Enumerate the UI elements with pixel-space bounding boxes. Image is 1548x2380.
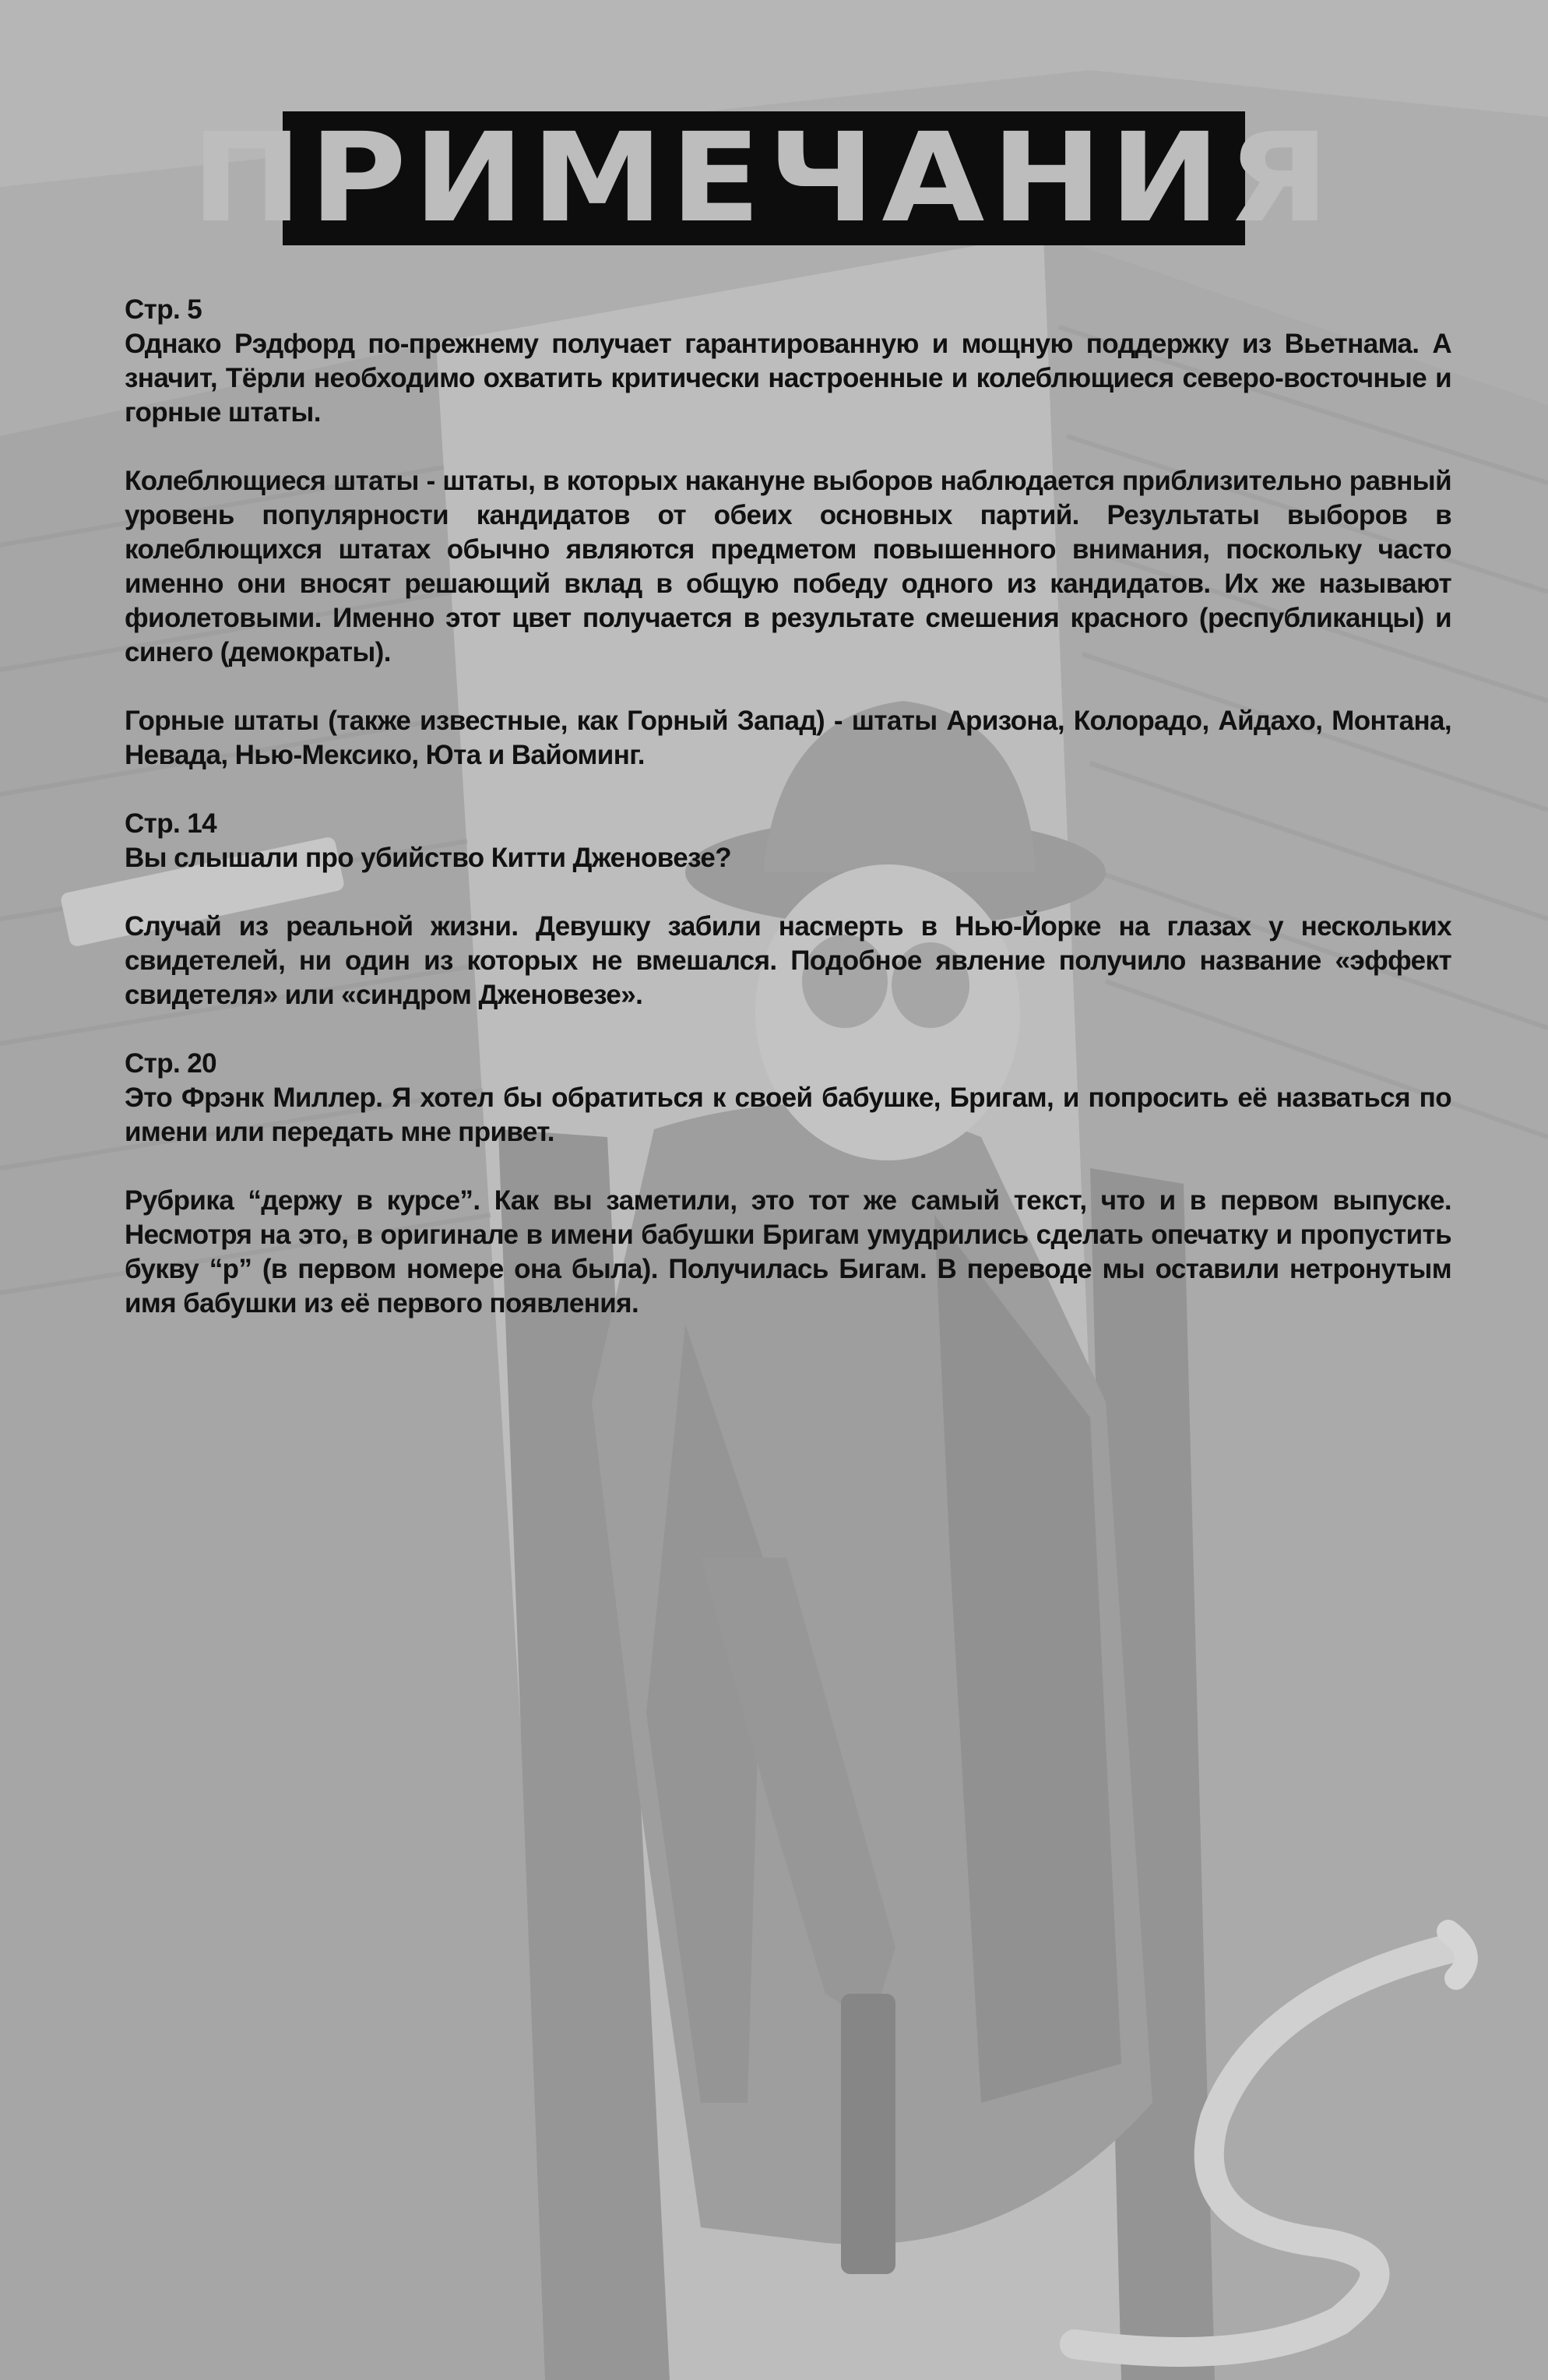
section-page-label: Стр. 20	[125, 1048, 216, 1079]
section-quote: Это Фрэнк Миллер. Я хотел бы обратиться к своей бабушке, Бригам, и попросить её назваться по имени или передать мне привет.	[125, 1083, 1451, 1147]
page-title: ПРИМЕЧАНИЯ	[191, 107, 1337, 250]
title-banner	[191, 107, 1337, 250]
section-note: Случай из реальной жизни. Девушку забили насмерть в Нью-Йорке на глазах у нескольких свидетелей, ни один из которых не вмешался. Подобное явление получило название «эффект свидетеля» или «синдром Дженовезе».	[125, 911, 1451, 1010]
section-note: Колеблющиеся штаты - штаты, в которых накануне выборов наблюдается приблизительно равный уровень популярности кандидатов от обеих основных партий. Результаты выборов в колеблющихся штатах обычно являются предметом повышенного внимания, поскольку часто именно они вносят решающий вклад в общую победу одного из кандидатов. Их же называют фиолетовыми. Именно этот цвет получается в результате смешения красного (республиканцы) и синего (демократы).	[125, 466, 1451, 667]
section-note: Горные штаты (также известные, как Горный Запад) - штаты Аризона, Колорадо, Айдахо, Монтана, Невада, Нью-Мексико, Юта и Вайоминг.	[125, 706, 1451, 770]
notes-content	[125, 293, 1451, 1321]
section-note: Рубрика “держу в курсе”. Как вы заметили, это тот же самый текст, что и в первом выпуске. Несмотря на это, в оригинале в имени бабушки Бригам умудрились сделать опечатку и пропустить букву “р” (в первом номере она была). Получилась Бигам. В переводе мы оставили нетронутым имя бабушки из её первого появления.	[125, 1185, 1451, 1319]
section-page-label: Стр. 5	[125, 294, 202, 325]
section-quote: Однако Рэдфорд по-прежнему получает гарантированную и мощную поддержку из Вьетнама. А значит, Тёрли необходимо охватить критически настроенные и колеблющиеся северо-восточные и горные штаты.	[125, 329, 1451, 428]
section-quote: Вы слышали про убийство Китти Дженовезе?	[125, 843, 732, 873]
section-page-label: Стр. 14	[125, 808, 216, 839]
